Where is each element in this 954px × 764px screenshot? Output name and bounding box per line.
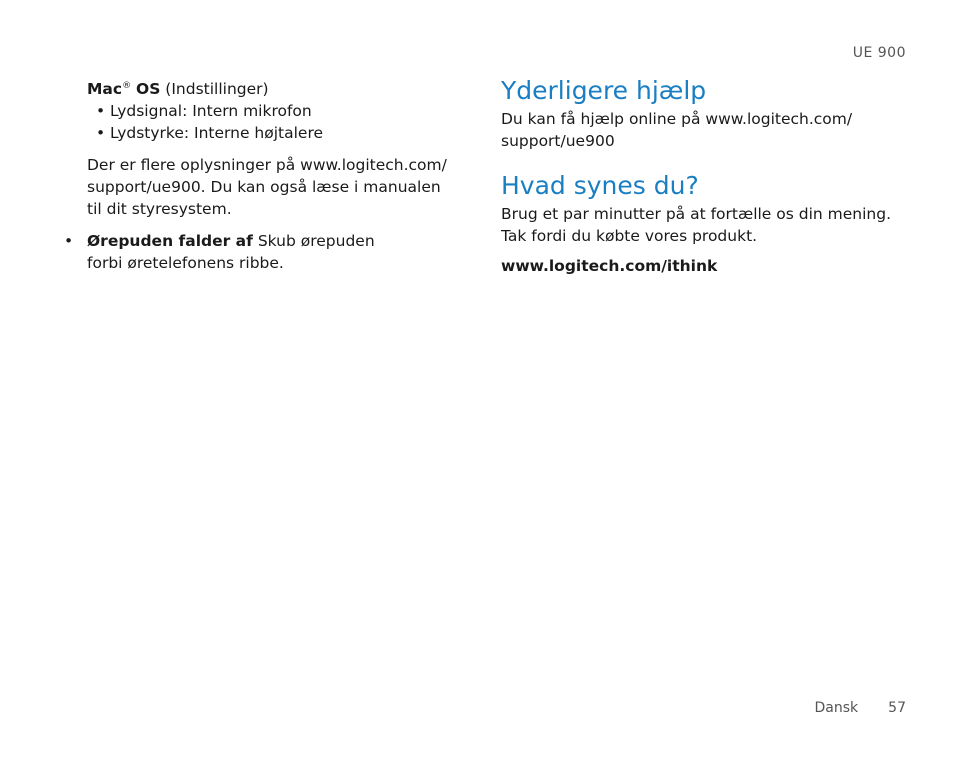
feedback-line: Brug et par minutter på at fortælle os din mening. xyxy=(501,205,892,223)
section-heading-help: Yderligere hjælp xyxy=(501,76,707,105)
bullet-icon: • xyxy=(96,124,106,142)
bullet-icon: • xyxy=(64,232,74,250)
settings-label: (Indstillinger) xyxy=(165,80,269,98)
page-footer xyxy=(815,700,906,716)
list-item xyxy=(64,230,474,274)
paragraph-line: Der er flere oplysninger på www.logitech.com/ xyxy=(87,156,447,174)
mac-os-heading xyxy=(64,78,474,100)
footer-language: Dansk xyxy=(814,700,859,716)
bullet-text: Skub ørepuden xyxy=(257,232,375,250)
right-column xyxy=(501,74,911,277)
feedback-link[interactable]: www.logitech.com/ithink xyxy=(501,257,718,275)
list-item xyxy=(64,122,474,144)
registered-mark: ® xyxy=(122,80,132,91)
section-heading-feedback: Hvad synes du? xyxy=(501,171,699,200)
feedback-line: Tak fordi du købte vores produkt. xyxy=(501,227,758,245)
paragraph-line: support/ue900. Du kan også læse i manualen xyxy=(87,178,441,196)
list-item-text: Lydstyrke: Interne højtalere xyxy=(110,124,324,142)
list-item xyxy=(64,100,474,122)
help-line: Du kan få hjælp online på www.logitech.com/ xyxy=(501,110,853,128)
bullet-text-line2: forbi øretelefonens ribbe. xyxy=(87,254,284,272)
header-product-name: UE 900 xyxy=(852,45,906,61)
mac-label: Mac xyxy=(87,80,123,98)
page-number: 57 xyxy=(888,700,906,716)
list-item-text: Lydsignal: Intern mikrofon xyxy=(110,102,312,120)
left-column xyxy=(64,78,474,274)
help-line: support/ue900 xyxy=(501,132,615,150)
more-info-paragraph xyxy=(64,154,474,220)
bullet-bold-text: Ørepuden falder af xyxy=(87,232,253,250)
os-label: OS xyxy=(136,80,161,98)
bullet-icon: • xyxy=(96,102,106,120)
paragraph-line: til dit styresystem. xyxy=(87,200,232,218)
